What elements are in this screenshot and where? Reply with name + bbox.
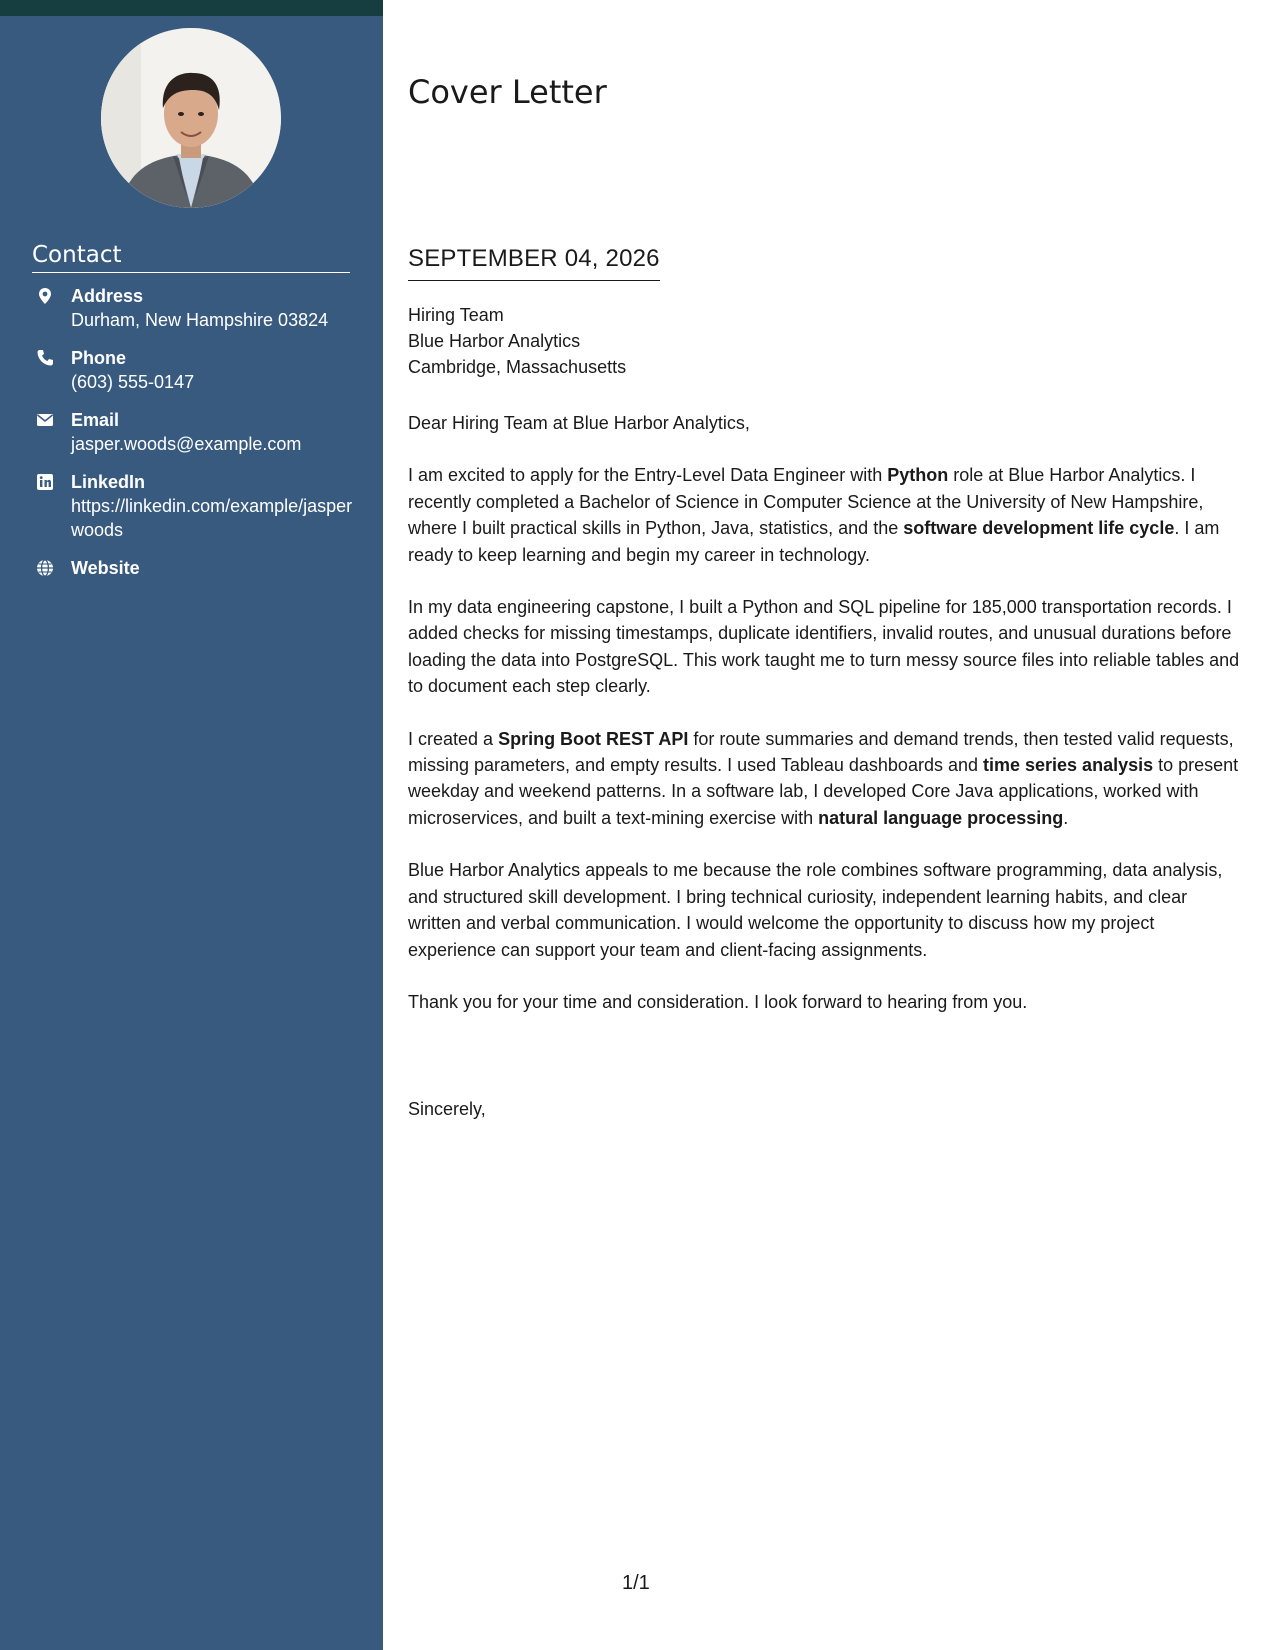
salutation: Dear Hiring Team at Blue Harbor Analytics, <box>408 413 750 433</box>
phone-icon <box>36 349 54 367</box>
contact-item-linkedin <box>32 470 362 542</box>
contact-item-phone <box>32 346 362 394</box>
letter-date: SEPTEMBER 04, 2026 <box>408 244 660 281</box>
body-paragraph-3: I created a Spring Boot REST API for route summaries and demand trends, then tested valid requests, missing parameters, and empty results. I used Tableau dashboards and time series analysis to present weekday and weekend patterns. In a software lab, I developed Core Java applications, worked with microservices, and built a text-mining exercise with natural language processing. <box>408 728 1239 828</box>
contact-label-website: Website <box>71 558 140 578</box>
contact-value-email[interactable]: jasper.woods@example.com <box>71 434 302 454</box>
linkedin-icon <box>36 473 54 491</box>
letter-body <box>408 410 1243 1041</box>
globe-icon <box>36 559 54 577</box>
contact-label-linkedin: LinkedIn <box>71 472 146 492</box>
recipient-line: Blue Harbor Analytics <box>408 331 581 351</box>
contact-label-address: Address <box>71 286 144 306</box>
recipient-line: Cambridge, Massachusetts <box>408 357 627 377</box>
map-pin-icon <box>36 287 54 305</box>
page-number: 1/1 <box>622 1572 650 1594</box>
contact-value-linkedin[interactable]: https://linkedin.com/example/jasperwoods <box>71 496 353 540</box>
contact-label-email: Email <box>71 410 120 430</box>
contact-heading: Contact <box>32 240 350 273</box>
body-paragraph-4: Blue Harbor Analytics appeals to me because the role combines software programming, data analysis, and structured skill development. I bring technical curiosity, independent learning habits, and clear written and verbal communication. I would welcome the opportunity to discuss how my project experience can support your team and client-facing assignments. <box>408 860 1223 960</box>
contact-label-phone: Phone <box>71 348 127 368</box>
contact-item-address <box>32 284 362 332</box>
recipient-block <box>408 302 626 380</box>
envelope-icon <box>36 411 54 429</box>
contact-list <box>32 284 362 594</box>
contact-item-website <box>32 556 362 580</box>
closing: Sincerely, <box>408 1099 486 1119</box>
body-paragraph-2: In my data engineering capstone, I built a Python and SQL pipeline for 185,000 transportation records. I added checks for missing timestamps, duplicate identifiers, invalid routes, and unusual durations before loading the data into PostgreSQL. This work taught me to turn messy source files into reliable tables and to document each step clearly. <box>408 597 1240 697</box>
avatar <box>101 28 281 208</box>
body-paragraph-5: Thank you for your time and consideration. I look forward to hearing from you. <box>408 991 1028 1012</box>
recipient-line: Hiring Team <box>408 305 504 325</box>
body-paragraph-1: I am excited to apply for the Entry-Level Data Engineer with Python role at Blue Harbor Analytics. I recently completed a Bachelor of Science in Computer Science at the University of New Hampshire, where I built practical skills in Python, Java, statistics, and the software development life cycle. I am ready to keep learning and begin my career in technology. <box>408 465 1220 565</box>
page-title: Cover Letter <box>408 73 607 111</box>
contact-item-email <box>32 408 362 456</box>
contact-value-phone: (603) 555-0147 <box>71 372 195 392</box>
contact-value-address: Durham, New Hampshire 03824 <box>71 310 329 330</box>
sidebar-top-bar <box>0 0 383 16</box>
sidebar <box>0 0 383 1650</box>
